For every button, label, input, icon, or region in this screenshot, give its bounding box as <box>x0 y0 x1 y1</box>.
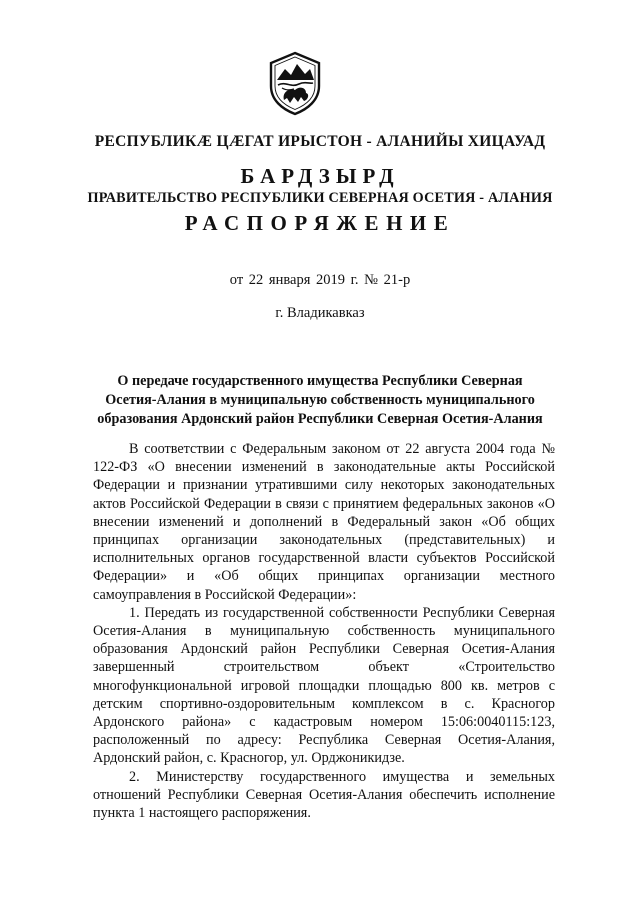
date-and-number: от 22 января 2019 г. № 21-р <box>229 272 411 288</box>
city-name: г. Владикавказ <box>275 305 365 321</box>
title-line: Осетия-Алания в муниципальную собственность муниципального <box>105 392 535 408</box>
title-line: О передаче государственного имущества Республики Северная <box>117 373 523 389</box>
header-document-type-ossetian: БАРДЗЫРД <box>240 164 400 188</box>
header-russian-government: ПРАВИТЕЛЬСТВО РЕСПУБЛИКИ СЕВЕРНАЯ ОСЕТИЯ - АЛАНИЯ <box>87 190 553 206</box>
item-2-paragraph: 2. Министерству государственного имущества и земельных отношений Республики Северная Осетия-Алания обеспечить исполнение пункта 1 настоящего распоряжения. <box>93 768 555 822</box>
coat-of-arms-icon <box>264 50 326 116</box>
document-body <box>93 440 555 822</box>
document-title <box>60 372 580 429</box>
header-document-type: РАСПОРЯЖЕНИЕ <box>184 211 456 235</box>
preamble-paragraph: В соответствии с Федеральным законом от 22 августа 2004 года № 122-ФЗ «О внесении изменений в законодательные акты Российской Федерации и признании утратившими силу некоторых законодательных актов Российской Федерации в связи с принятием федеральных законов «О внесении изменений и дополнений в Федеральный закон «Об общих принципах организации законодательных (представительных) и исполнительных органов государственной власти субъектов Российской Федерации» и «Об общих принципах организации местного самоуправления в Российской Федерации»: <box>93 441 555 603</box>
title-line: образования Ардонский район Республики Северная Осетия-Алания <box>97 411 543 427</box>
item-1-paragraph: 1. Передать из государственной собственности Республики Северная Осетия-Алания в муниципальную собственность муниципального образования Ардонский район Республики Северная Осетия-Алания завершенный строительством объект «Строительство многофункциональной игровой площадки площадью 800 кв. метров с детским спортивно-оздоровительным комплексом в с. Красногор Ардонского района» с кадастровым номером 15:06:0040115:123, расположенный по адресу: Республика Северная Осетия-Алания, Ардонский район, с. Красногор, ул. Орджоникидзе. <box>93 604 555 767</box>
header-ossetian-government: РЕСПУБЛИКÆ ЦÆГАТ ИРЫСТОН - АЛАНИЙЫ ХИЦАУАД <box>94 133 546 150</box>
